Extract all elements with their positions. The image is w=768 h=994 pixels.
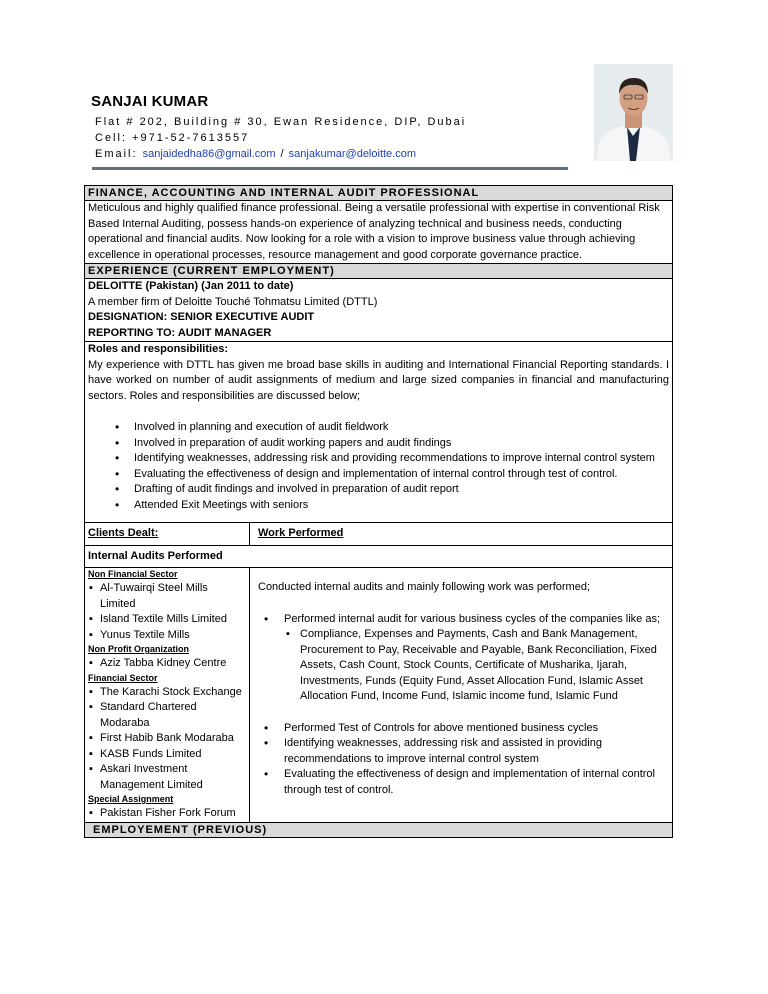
clients-column — [85, 568, 250, 822]
designation: DESIGNATION: SENIOR EXECUTIVE AUDIT — [88, 311, 315, 323]
internal-audits-heading: Internal Audits Performed — [84, 546, 673, 569]
clients-header-row — [84, 523, 673, 546]
roles-heading: Roles and responsibilities: — [88, 343, 228, 355]
header-divider — [92, 167, 568, 170]
roles-list — [88, 420, 669, 513]
list-item: • Performed internal audit for various business cycles of the companies like as; ▪ Compliance, Expenses and Payments, Cash and Bank Management, Procurement to Pay, Receivable and Payable, Bank Reconciliation, Fixed Assets, Cash Count, Stock Counts, Certificate of Musharika, Ijarah, Investments, Funds (Equity Fund, Asset Allocation Fund, Islamic Asset Allocation Fund, Income Fund, Islamic income fund, Islamic Fund — [284, 612, 669, 705]
list-item: • Performed Test of Controls for above mentioned business cycles — [284, 721, 669, 737]
email-separator: / — [280, 148, 284, 160]
list-item: • Identifying weaknesses, addressing risk and providing recommendations to improve internal control system — [134, 451, 669, 467]
non-financial-list — [88, 581, 246, 643]
list-item: • Involved in planning and execution of audit fieldwork — [134, 420, 669, 436]
email-line — [95, 148, 416, 160]
financial-list — [88, 685, 246, 794]
clients-work-row — [84, 568, 673, 823]
profile-text: Meticulous and highly qualified finance professional. Being a versatile professional with expertise in conventional Risk Based Internal Auditing, possess hands-on experience of analyzing technical and business needs, conducting operational and financial audits. Now looking for a role with a vision to improve business value through achieving excellence in operational processes, resource management and good corporate governance practice. — [88, 202, 660, 261]
email-label: Email: — [95, 148, 138, 160]
reporting-line: REPORTING TO: AUDIT MANAGER — [88, 326, 272, 339]
clients-col-heading: Clients Dealt: — [85, 523, 250, 545]
list-item: ▪ KASB Funds Limited — [100, 747, 246, 763]
list-item: • Evaluating the effectiveness of design and implementation of internal control through test of control. — [284, 767, 669, 798]
current-employment-heading: EXPERIENCE (CURRENT EMPLOYMENT) — [84, 264, 673, 279]
list-item: ▪ First Habib Bank Modaraba — [100, 731, 246, 747]
previous-employment-heading: EMPLOYEMENT (PREVIOUS) — [84, 823, 673, 838]
list-item: ▪ Askari Investment Management Limited — [100, 762, 246, 793]
email-secondary-link[interactable]: sanjakumar@deloitte.com — [288, 148, 417, 160]
list-item: • Attended Exit Meetings with seniors — [134, 498, 669, 514]
special-assignment-label: Special Assignment — [88, 794, 174, 804]
work-sub-list — [284, 627, 669, 705]
non-profit-label: Non Profit Organization — [88, 644, 189, 654]
list-item: ▪ Aziz Tabba Kidney Centre — [100, 656, 246, 672]
resume-table — [84, 185, 673, 838]
list-item: • Identifying weaknesses, addressing risk and assisted in providing recommendations to improve internal control system — [284, 736, 669, 767]
financial-label: Financial Sector — [88, 672, 158, 683]
list-item: ▪ Al-Tuwairqi Steel Mills Limited — [100, 581, 246, 612]
work-intro: Conducted internal audits and mainly following work was performed; — [258, 581, 591, 593]
list-item: • Involved in preparation of audit working papers and audit findings — [134, 436, 669, 452]
roles-block — [84, 342, 673, 523]
list-item: ▪ The Karachi Stock Exchange — [100, 685, 246, 701]
list-item: ▪ Island Textile Mills Limited — [100, 612, 246, 628]
roles-intro: My experience with DTTL has given me broad base skills in auditing and International Financial Reporting standards. I have worked on number of audit assignments of medium and large sized companies in financial and manufacturing sectors. Roles and responsibilities are discussed below; — [88, 358, 669, 402]
list-item: ▪ Yunus Textile Mills — [100, 628, 246, 644]
email-primary-link[interactable]: sanjaidedha86@gmail.com — [142, 148, 276, 160]
profile-summary — [84, 201, 673, 264]
cell-line: Cell: +971-52-7613557 — [95, 132, 250, 144]
profile-photo-illustration — [594, 64, 673, 161]
profile-photo — [594, 64, 673, 161]
list-item: • Evaluating the effectiveness of design and implementation of internal control through test of control. — [134, 467, 669, 483]
profile-heading: FINANCE, ACCOUNTING AND INTERNAL AUDIT PROFESSIONAL — [84, 185, 673, 201]
list-item: ▪ Compliance, Expenses and Payments, Cash and Bank Management, Procurement to Pay, Receivable and Payable, Bank Reconciliation, Fixed Assets, Cash Count, Stock Counts, Certificate of Musharika, Ijarah, Investments, Funds (Equity Fund, Asset Allocation Fund, Islamic Asset Allocation Fund, Income Fund, Islamic income fund, Islamic Fund — [300, 627, 669, 705]
non-profit-list — [88, 656, 246, 672]
candidate-name: SANJAI KUMAR — [91, 93, 209, 110]
employer-name: DELOITTE (Pakistan) (Jan 2011 to date) — [88, 280, 294, 292]
work-column — [250, 568, 672, 822]
work-main-list — [258, 612, 669, 705]
list-item: • Drafting of audit findings and involved in preparation of audit report — [134, 482, 669, 498]
work-more-list — [258, 721, 669, 799]
non-financial-label: Non Financial Sector — [88, 569, 178, 579]
work-col-heading: Work Performed — [258, 527, 344, 539]
list-item: ▪ Pakistan Fisher Fork Forum — [100, 806, 246, 822]
special-assignment-list — [88, 806, 246, 822]
list-item: ▪ Standard Chartered Modaraba — [100, 700, 246, 731]
employer-member-note: A member firm of Deloitte Touché Tohmatsu Limited (DTTL) — [88, 295, 378, 308]
address-line: Flat # 202, Building # 30, Ewan Residence, DIP, Dubai — [95, 116, 467, 128]
current-employer-block — [84, 279, 673, 342]
